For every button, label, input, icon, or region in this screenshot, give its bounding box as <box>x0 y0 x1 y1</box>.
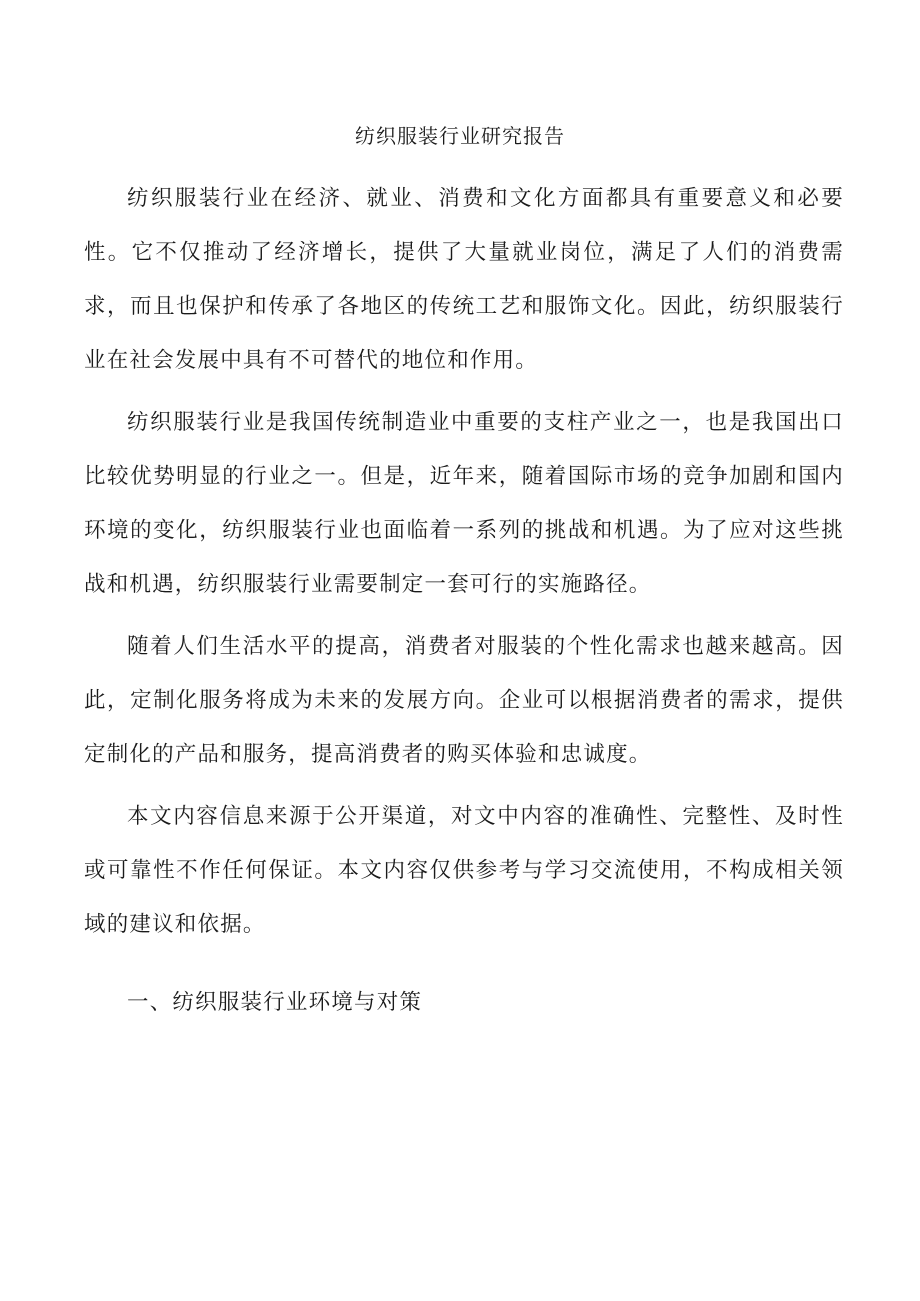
paragraph-industry-significance: 纺织服装行业在经济、就业、消费和文化方面都具有重要意义和必要性。它不仅推动了经济增长，提供了大量就业岗位，满足了人们的消费需求，而且也保护和传承了各地区的传统工艺和服饰文化。因此，纺织服装行业在社会发展中具有不可替代的地位和作用。 <box>84 186 844 373</box>
paragraph-disclaimer: 本文内容信息来源于公开渠道，对文中内容的准确性、完整性、及时性或可靠性不作任何保证。本文内容仅供参考与学习交流使用，不构成相关领域的建议和依据。 <box>84 804 844 937</box>
paragraph-industry-challenges: 纺织服装行业是我国传统制造业中重要的支柱产业之一，也是我国出口比较优势明显的行业之一。但是，近年来，随着国际市场的竞争加剧和国内环境的变化，纺织服装行业也面临着一系列的挑战和机遇。为了应对这些挑战和机遇，纺织服装行业需要制定一套可行的实施路径。 <box>84 410 844 597</box>
document-title: 纺织服装行业研究报告 <box>355 124 565 148</box>
section-heading: 一、纺织服装行业环境与对策 <box>127 990 423 1015</box>
paragraph-customization-trend: 随着人们生活水平的提高，消费者对服装的个性化需求也越来越高。因此，定制化服务将成为未来的发展方向。企业可以根据消费者的需求，提供定制化的产品和服务，提高消费者的购买体验和忠诚度。 <box>84 634 844 767</box>
